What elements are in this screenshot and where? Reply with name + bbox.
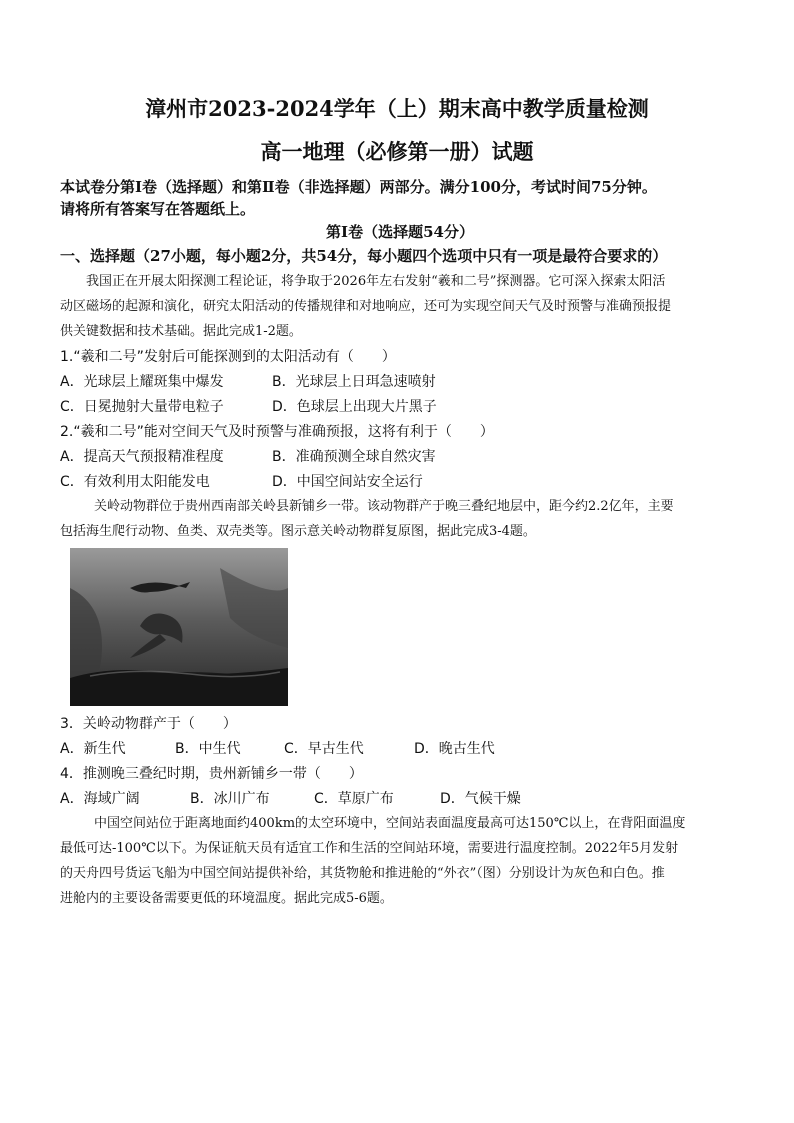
question-1-option-a: A．光球层上耀斑集中爆发: [60, 374, 224, 390]
passage1-line-1: 我国正在开展太阳探测工程论证，将争取于2026年左右发射“羲和二号”探测器。它可深入探索太阳活: [86, 274, 666, 289]
passage2-line-1: 关岭动物群位于贵州西南部关岭县新铺乡一带。该动物群产于晚三叠纪地层中，距今约2.2亿年，主要: [94, 499, 674, 514]
question-1-stem: 1.“羲和二号”发射后可能探测到的太阳活动有（ ）: [60, 349, 396, 365]
question-2-stem: 2.“羲和二号”能对空间天气及时预警与准确预报，这将有利于（ ）: [60, 424, 494, 440]
passage3-line-3: 的天舟四号货运飞船为中国空间站提供补给，其货物舱和推进舱的“外衣”（图）分别设计为灰色和白色。推: [60, 866, 665, 881]
section-heading: 第Ⅰ卷（选择题54分）: [326, 223, 474, 241]
question-1-option-d: D．色球层上出现大片黑子: [272, 399, 437, 415]
question-2-option-b: B．准确预测全球自然灾害: [272, 449, 436, 465]
question-2-option-c: C．有效利用太阳能发电: [60, 474, 210, 490]
question-4-stem: 4．推测晚三叠纪时期，贵州新铺乡一带（ ）: [60, 766, 363, 782]
question-3-option-b: B．中生代: [175, 741, 241, 757]
question-4-option-c: C．草原广布: [314, 791, 394, 807]
question-2-option-a: A．提高天气预报精准程度: [60, 449, 224, 465]
question-3-option-c: C．早古生代: [284, 741, 364, 757]
intro-line-1: 本试卷分第Ⅰ卷（选择题）和第Ⅱ卷（非选择题）两部分。满分100分，考试时间75分钟。: [60, 178, 657, 196]
question-3-stem: 3．关岭动物群产于（ ）: [60, 716, 237, 732]
fossil-reconstruction-image: [70, 548, 288, 706]
question-2-option-d: D．中国空间站安全运行: [272, 474, 423, 490]
passage3-line-4: 进舱内的主要设备需要更低的环境温度。据此完成5-6题。: [60, 891, 393, 906]
passage3-line-1: 中国空间站位于距离地面约400km的太空环境中，空间站表面温度最高可达150℃以上，在背阳面温度: [94, 816, 686, 831]
question-3-option-a: A．新生代: [60, 741, 126, 757]
passage2-line-2: 包括海生爬行动物、鱼类、双壳类等。图示意关岭动物群复原图，据此完成3-4题。: [60, 524, 536, 539]
passage1-line-3: 供关键数据和技术基础。据此完成1-2题。: [60, 324, 302, 339]
question-4-option-b: B．冰川广布: [190, 791, 270, 807]
exam-title: 漳州市2023-2024学年（上）期末高中教学质量检测: [145, 96, 649, 121]
question-3-option-d: D．晚古生代: [414, 741, 495, 757]
question-1-option-b: B．光球层上日珥急速喷射: [272, 374, 436, 390]
question-1-option-c: C．日冕抛射大量带电粒子: [60, 399, 224, 415]
intro-line-2: 请将所有答案写在答题纸上。: [60, 200, 256, 218]
section-instruction: 一、选择题（27小题，每小题2分，共54分，每小题四个选项中只有一项是最符合要求的）: [60, 247, 668, 265]
fossil-scene-drawing: [70, 548, 288, 706]
passage1-line-2: 动区磁场的起源和演化，研究太阳活动的传播规律和对地响应，还可为实现空间天气及时预警与准确预报提: [60, 299, 672, 314]
question-4-option-d: D．气候干燥: [440, 791, 521, 807]
passage3-line-2: 最低可达-100℃以下。为保证航天员有适宜工作和生活的空间站环境，需要进行温度控制。2022年5月发射: [60, 841, 679, 856]
question-4-option-a: A．海域广阔: [60, 791, 140, 807]
exam-subtitle: 高一地理（必修第一册）试题: [260, 139, 534, 164]
